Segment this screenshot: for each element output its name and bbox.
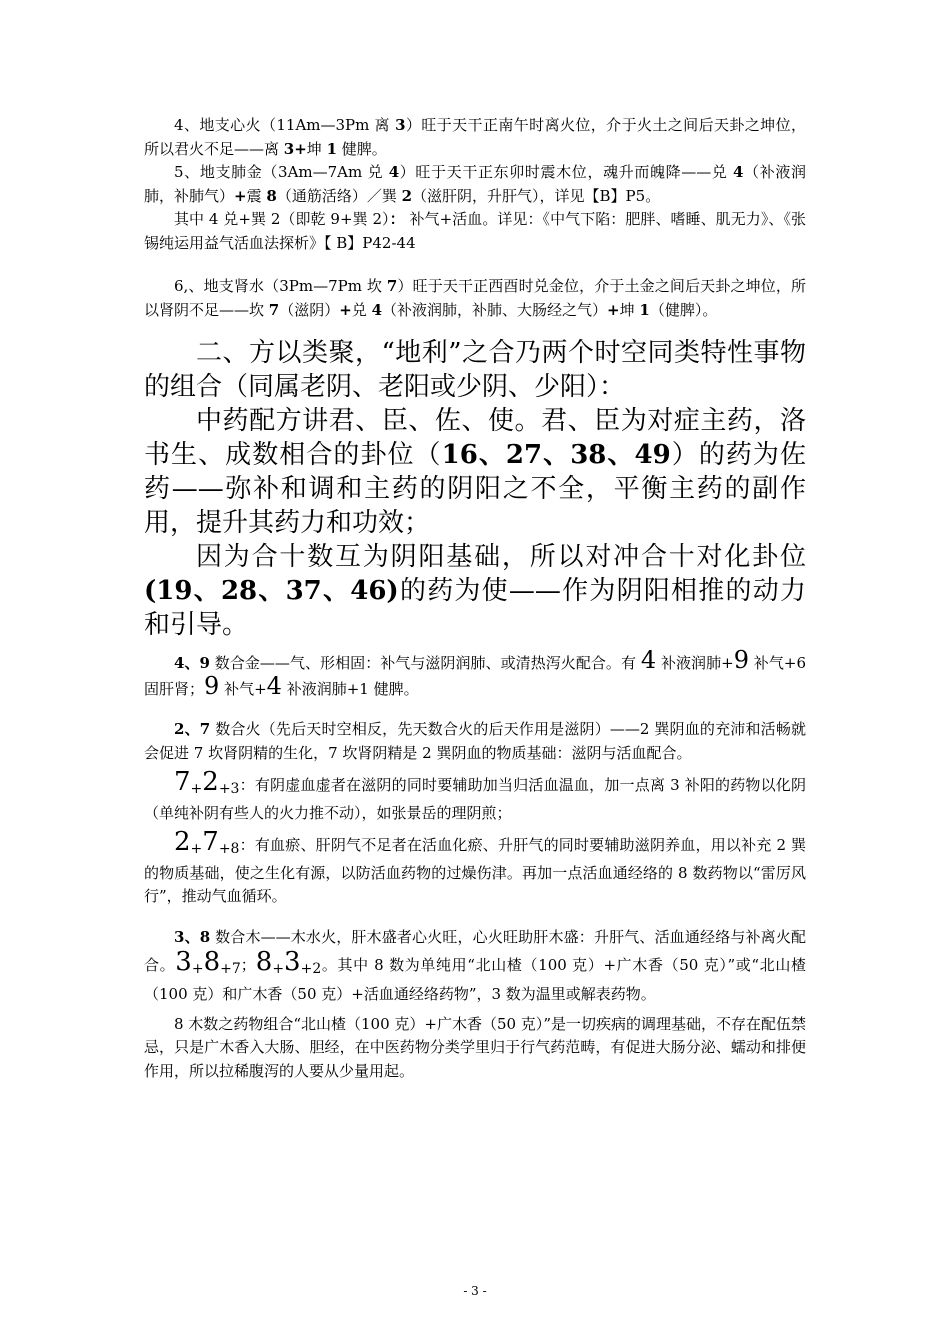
text: 3 bbox=[284, 946, 301, 977]
text: 8 bbox=[203, 946, 221, 977]
text: 2 bbox=[202, 767, 219, 797]
section-heading: 二、方以类聚，“地利”之合乃两个时空同类特性事物的组合（同属老阴、老阳或少阴、少阳）： bbox=[144, 338, 806, 402]
text: 补气+ bbox=[219, 680, 267, 698]
text: 坤 bbox=[306, 139, 327, 158]
text: （补液润肺，补肺气） bbox=[144, 163, 806, 205]
text: +3 bbox=[218, 781, 240, 797]
text: ）的药为佐药——弥补和调和主药的阴阳之不全，平衡主药的副作用，提升其药力和功效； bbox=[144, 440, 806, 538]
text: 补液润肺+1 健脾。 bbox=[281, 680, 419, 698]
spacer bbox=[144, 702, 806, 718]
text: （健脾）。 bbox=[649, 300, 718, 319]
text: + bbox=[190, 841, 203, 857]
text: 兑 bbox=[351, 300, 372, 319]
text: ：有阴虚血虚者在滋阴的同时要辅助加当归活血温血，加一点离 3 补阳的药物以化阴（单纯补阴有些人的火力推不动），如张景岳的理阴煎； bbox=[144, 776, 806, 822]
text: 8 bbox=[266, 186, 277, 205]
paragraph-kidney-water bbox=[144, 275, 806, 322]
text: 4 bbox=[388, 163, 400, 181]
text: ； bbox=[240, 955, 256, 974]
text: 7 bbox=[174, 767, 191, 797]
text: ）旺于天干正东卯时震木位，魂升而魄降——兑 bbox=[399, 163, 733, 181]
text: 1 bbox=[326, 139, 338, 158]
text: ：有血瘀、肝阴气不足者在活血化瘀、升肝气的同时要辅助滋阴养血，用以补充 2 巽的物质基础，使之生化有源，以防活血药物的过燥伤津。再加一点活血通经络的 8 数药物以“雷厉风行”，推动气血循环。 bbox=[144, 836, 806, 905]
text: 8 bbox=[255, 946, 273, 977]
paragraph-heart-fire bbox=[144, 114, 806, 161]
text: 数合木——木水火，肝木盛者心火旺，心火旺助肝木盛：升肝气、活血通经络与补离火配合。 bbox=[144, 927, 807, 974]
text: 16、27、38、49 bbox=[441, 440, 671, 470]
text: 4、地支心火（11Am—3Pm 离 bbox=[174, 116, 396, 134]
text: 4 bbox=[266, 672, 282, 700]
text: 9 bbox=[733, 646, 749, 674]
text: 4 bbox=[732, 163, 744, 181]
text: +8 bbox=[218, 841, 240, 857]
text: 数合火（先后天时空相反，先天数合火的后天作用是滋阴）——2 巽阴血的充沛和活畅就会促进 7 坎肾阴精的生化，7 坎肾阴精是 2 巽阴血的物质基础：滋阴与活血配合。 bbox=[144, 720, 807, 762]
text: +2 bbox=[300, 960, 322, 977]
text: + bbox=[339, 300, 352, 319]
spacer bbox=[144, 255, 806, 275]
paragraph-lung-metal bbox=[144, 161, 806, 208]
document-body bbox=[144, 114, 806, 1083]
text: 3+ bbox=[283, 139, 307, 158]
text: 2 bbox=[174, 827, 191, 857]
text: + bbox=[190, 781, 203, 797]
text: 。其中 8 数为单纯用“北山楂（100 克）+广木香（50 克）”或“北山楂（100 克）和广木香（50 克）+活血通经络药物”，3 数为温里或解表药物。 bbox=[144, 955, 806, 1003]
paragraph-formula-principle bbox=[144, 404, 806, 540]
paragraph-3-8-wood bbox=[144, 925, 806, 1007]
text: 2、7 bbox=[174, 720, 211, 738]
text: (19、28、37、46) bbox=[144, 576, 399, 606]
text: 因为合十数互为阴阳基础，所以对冲合十对化卦位 bbox=[196, 542, 806, 572]
text: （通筋活络）／巽 bbox=[276, 186, 402, 205]
text: 7 bbox=[268, 300, 280, 319]
text: 补气+6 固肝肾； bbox=[144, 654, 807, 698]
text: 数合金——气、形相固：补气与滋阴润肺、或清热泻火配合。有 bbox=[209, 654, 641, 672]
text: 4、9 bbox=[174, 654, 210, 672]
paragraph-reference bbox=[144, 208, 806, 255]
text: 4 bbox=[640, 646, 657, 674]
paragraph-2-7-fire bbox=[144, 718, 806, 765]
text: 3、8 bbox=[174, 927, 211, 946]
text: + bbox=[191, 960, 204, 977]
text: + bbox=[234, 186, 247, 205]
text: 坤 bbox=[619, 300, 640, 319]
text: 7 bbox=[202, 827, 219, 857]
paragraph-opposite-positions bbox=[144, 540, 806, 642]
text: 4 bbox=[371, 300, 383, 319]
text: 3 bbox=[175, 946, 192, 977]
text: 7 bbox=[386, 277, 398, 295]
text: 补气+活血。详见：《中气下陷：肥胖、嗜睡、肌无力》、《张锡纯运用益气活血法探析》【 B】P42-44 bbox=[144, 210, 806, 252]
text: 3 bbox=[395, 116, 406, 134]
text: 中药配方讲君、臣、佐、使。君、臣为对症主药，洛书生、成数相合的卦位（ bbox=[144, 406, 806, 470]
paragraph-hawthorn-costus: 8 木数之药物组合“北山楂（100 克）+广木香（50 克）”是一切疾病的调理基础，不存在配伍禁忌，只是广木香入大肠、胆经，在中医药物分类学里归于行气药范畴，有促进大肠分泌、蠕动和排便作用，所以拉稀腹泻的人要从少量用起。 bbox=[144, 1014, 806, 1080]
text: （滋肝阴，升肝气），详见【B】P5。 bbox=[412, 186, 661, 205]
paragraph-7-2-3 bbox=[144, 767, 806, 825]
text: 5、地支肺金（3Am—7Am 兑 bbox=[174, 163, 389, 181]
text: 的药为使——作为阴阳相推的动力和引导。 bbox=[144, 576, 806, 640]
text: （滋阴） bbox=[279, 300, 340, 319]
spacer bbox=[144, 909, 806, 925]
text: 震 bbox=[246, 186, 267, 205]
text: 9 bbox=[204, 672, 220, 700]
text: 补液润肺+ bbox=[656, 654, 734, 672]
text: 健脾。 bbox=[337, 139, 387, 158]
page-number: - 3 - bbox=[463, 1284, 487, 1298]
text: ）旺于天干正西酉时兑金位，介于土金之间后天卦之坤位，所以肾阴不足——坎 bbox=[144, 277, 806, 319]
text: + bbox=[272, 960, 285, 977]
text: 1 bbox=[639, 300, 650, 319]
text: + bbox=[607, 300, 620, 319]
paragraph-4-9-metal bbox=[144, 646, 807, 702]
text: ）旺于天干正南午时离火位，介于火土之间后天卦之坤位，所以君火不足——离 bbox=[144, 116, 806, 158]
text: 6,、地支肾水（3Pm—7Pm 坎 bbox=[174, 277, 387, 295]
text: （补液润肺，补肺、大肠经之气） bbox=[382, 300, 608, 319]
paragraph-2-7-8 bbox=[144, 827, 806, 909]
text: 2 bbox=[401, 186, 413, 205]
text: ： bbox=[389, 210, 405, 228]
text: 其中 4 兑+巽 2（即乾 9+巽 2） bbox=[174, 210, 390, 228]
text: +7 bbox=[220, 960, 241, 977]
